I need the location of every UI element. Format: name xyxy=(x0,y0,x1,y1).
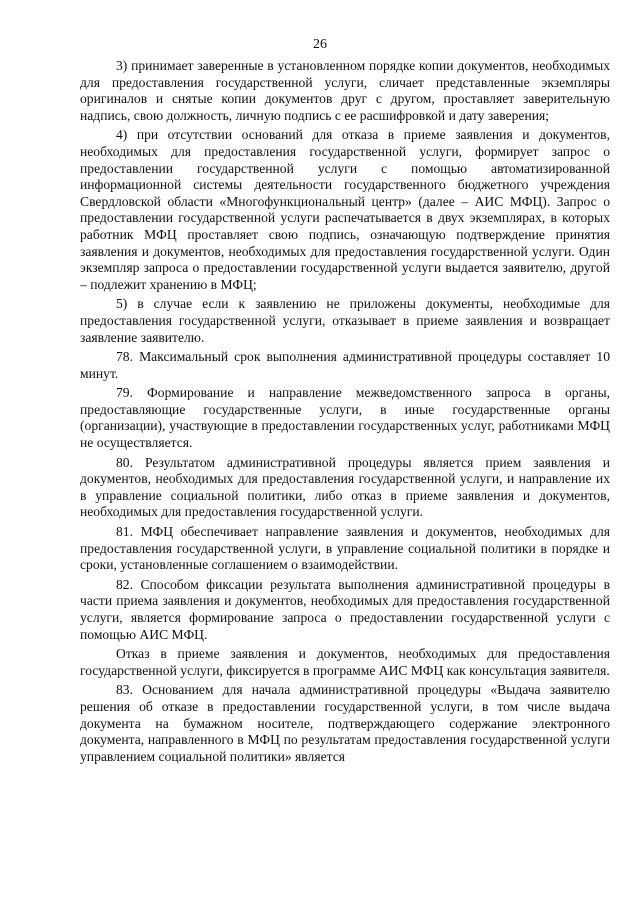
paragraph-82-refusal: Отказ в приеме заявления и документов, необходимых для предоставления государственной услуги, фиксируется в программе АИС МФЦ как консультация заявителя. xyxy=(80,646,610,678)
paragraph-78: 78. Максимальный срок выполнения административной процедуры составляет 10 минут. xyxy=(80,349,610,381)
paragraph-81: 81. МФЦ обеспечивает направление заявления и документов, необходимых для предоставления государственной услуги, в управление социальной политики в порядке и сроки, установленные соглашением о взаимодействии. xyxy=(80,524,610,573)
paragraph-item-3: 3) принимает заверенные в установленном порядке копии документов, необходимых для предоставления государственной услуги, сличает представленные экземпляры оригиналов и снятые копии документов друг с другом, проставляет заверительную надпись, свою должность, личную подпись с ее расшифровкой и дату заверения; xyxy=(80,58,610,123)
document-body xyxy=(80,58,610,768)
paragraph-80: 80. Результатом административной процедуры является прием заявления и документов, необходимых для предоставления государственной услуги, и направление их в управление социальной политики, либо отказ в приеме заявления и документов, необходимых для предоставления государственной услуги. xyxy=(80,454,610,520)
paragraph-83: 83. Основанием для начала административной процедуры «Выдача заявителю решения об отказе в предоставлении государственной услуги, в том числе выдача документа на бумажном носителе, подтверждающего содержание электронного документа, направленного в МФЦ по результатам предоставления государственной услуги управлением социальной политики» является xyxy=(80,682,610,764)
paragraph-79: 79. Формирование и направление межведомственного запроса в органы, предоставляющие государственные услуги, в иные государственные органы (организации), участвующие в предоставлении государственных услуг, работниками МФЦ не осуществляется. xyxy=(80,385,610,451)
page-number: 26 xyxy=(313,37,327,52)
paragraph-item-4: 4) при отсутствии оснований для отказа в приеме заявления и документов, необходимых для предоставления государственной услуги, формирует запрос о предоставлении государственной услуги с помощью автоматизированной информационной системы деятельности государственного бюджетного учреждения Свердловской области «Многофункциональный центр» (далее – АИС МФЦ). Запрос о предоставлении государственной услуги распечатывается в двух экземплярах, в которых работник МФЦ проставляет свою подпись, означающую подтверждение принятия заявления и документов, необходимых для предоставления государственной услуги. Один экземпляр запроса о предоставлении государственной услуги выдается заявителю, другой – подлежит хранению в МФЦ; xyxy=(80,127,610,292)
paragraph-82: 82. Способом фиксации результата выполнения административной процедуры в части приема заявления и документов, необходимых для предоставления государственной услуги, является формирование запроса о предоставлении государственной услуги с помощью АИС МФЦ. xyxy=(80,576,610,642)
paragraph-item-5: 5) в случае если к заявлению не приложены документы, необходимые для предоставления государственной услуги, отказывает в приеме заявления и возвращает заявление заявителю. xyxy=(80,296,610,345)
